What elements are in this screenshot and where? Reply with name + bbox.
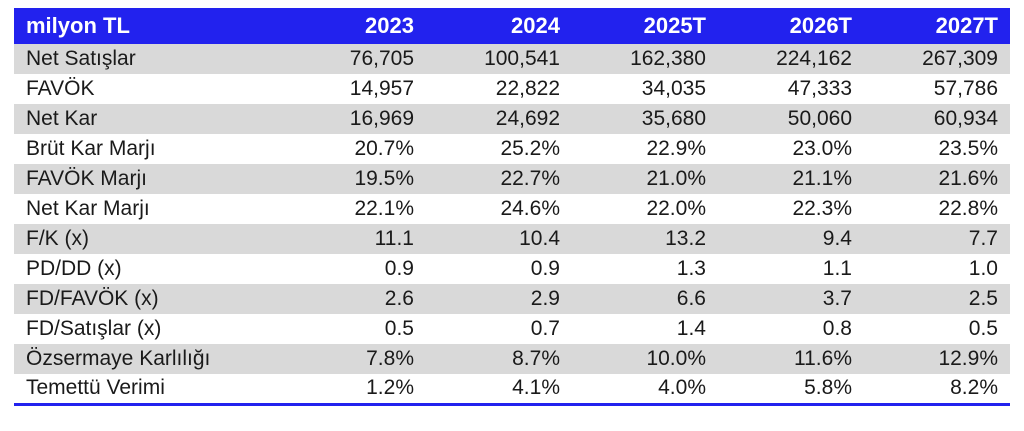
row-value: 23.5%	[864, 134, 1010, 164]
row-value: 1.0	[864, 254, 1010, 284]
row-label: Brüt Kar Marjı	[14, 134, 280, 164]
financial-summary-table	[14, 8, 1010, 406]
row-value: 0.5	[864, 314, 1010, 344]
row-value: 34,035	[572, 74, 718, 104]
row-label: FD/FAVÖK (x)	[14, 284, 280, 314]
row-value: 76,705	[280, 44, 426, 74]
row-value: 162,380	[572, 44, 718, 74]
row-value: 22.9%	[572, 134, 718, 164]
row-label: Temettü Verimi	[14, 374, 280, 404]
row-value: 2.6	[280, 284, 426, 314]
row-value: 19.5%	[280, 164, 426, 194]
row-value: 22.3%	[718, 194, 864, 224]
table-row	[14, 134, 1010, 164]
table-row	[14, 104, 1010, 134]
row-value: 267,309	[864, 44, 1010, 74]
row-value: 0.9	[280, 254, 426, 284]
row-value: 5.8%	[718, 374, 864, 404]
row-value: 8.7%	[426, 344, 572, 374]
header-year-2023: 2023	[280, 8, 426, 44]
row-value: 0.8	[718, 314, 864, 344]
row-value: 0.7	[426, 314, 572, 344]
table-row	[14, 284, 1010, 314]
header-year-2026t: 2026T	[718, 8, 864, 44]
row-value: 11.1	[280, 224, 426, 254]
header-year-2025t: 2025T	[572, 8, 718, 44]
row-value: 22.1%	[280, 194, 426, 224]
row-value: 100,541	[426, 44, 572, 74]
row-value: 4.1%	[426, 374, 572, 404]
row-value: 0.5	[280, 314, 426, 344]
table-header	[14, 8, 1010, 44]
header-year-2024: 2024	[426, 8, 572, 44]
row-label: Net Kar Marjı	[14, 194, 280, 224]
row-value: 57,786	[864, 74, 1010, 104]
row-value: 60,934	[864, 104, 1010, 134]
row-value: 10.4	[426, 224, 572, 254]
row-value: 7.7	[864, 224, 1010, 254]
row-label: PD/DD (x)	[14, 254, 280, 284]
table-row	[14, 344, 1010, 374]
row-value: 1.2%	[280, 374, 426, 404]
table-row	[14, 74, 1010, 104]
row-value: 23.0%	[718, 134, 864, 164]
row-value: 25.2%	[426, 134, 572, 164]
row-value: 12.9%	[864, 344, 1010, 374]
row-value: 9.4	[718, 224, 864, 254]
row-value: 2.9	[426, 284, 572, 314]
header-row	[14, 8, 1010, 44]
row-value: 47,333	[718, 74, 864, 104]
row-label: F/K (x)	[14, 224, 280, 254]
row-label: Net Satışlar	[14, 44, 280, 74]
row-value: 22.8%	[864, 194, 1010, 224]
row-label: FAVÖK	[14, 74, 280, 104]
row-value: 22.7%	[426, 164, 572, 194]
table-row	[14, 224, 1010, 254]
header-year-2027t: 2027T	[864, 8, 1010, 44]
table-row	[14, 314, 1010, 344]
row-value: 224,162	[718, 44, 864, 74]
row-label: Net Kar	[14, 104, 280, 134]
table-row	[14, 194, 1010, 224]
row-value: 13.2	[572, 224, 718, 254]
row-value: 20.7%	[280, 134, 426, 164]
row-value: 21.1%	[718, 164, 864, 194]
row-value: 11.6%	[718, 344, 864, 374]
row-value: 1.4	[572, 314, 718, 344]
row-value: 21.0%	[572, 164, 718, 194]
row-value: 1.1	[718, 254, 864, 284]
row-value: 4.0%	[572, 374, 718, 404]
row-value: 50,060	[718, 104, 864, 134]
row-value: 21.6%	[864, 164, 1010, 194]
row-value: 22.0%	[572, 194, 718, 224]
row-label: FD/Satışlar (x)	[14, 314, 280, 344]
row-value: 16,969	[280, 104, 426, 134]
row-value: 14,957	[280, 74, 426, 104]
row-value: 24.6%	[426, 194, 572, 224]
row-label: FAVÖK Marjı	[14, 164, 280, 194]
row-value: 2.5	[864, 284, 1010, 314]
table-row	[14, 254, 1010, 284]
row-value: 1.3	[572, 254, 718, 284]
row-label: Özsermaye Karlılığı	[14, 344, 280, 374]
row-value: 8.2%	[864, 374, 1010, 404]
row-value: 0.9	[426, 254, 572, 284]
row-value: 7.8%	[280, 344, 426, 374]
table-row	[14, 44, 1010, 74]
table-row	[14, 164, 1010, 194]
row-value: 22,822	[426, 74, 572, 104]
row-value: 24,692	[426, 104, 572, 134]
header-unit-label: milyon TL	[14, 8, 280, 44]
table-row	[14, 374, 1010, 404]
row-value: 6.6	[572, 284, 718, 314]
table-body	[14, 44, 1010, 404]
row-value: 10.0%	[572, 344, 718, 374]
row-value: 3.7	[718, 284, 864, 314]
row-value: 35,680	[572, 104, 718, 134]
